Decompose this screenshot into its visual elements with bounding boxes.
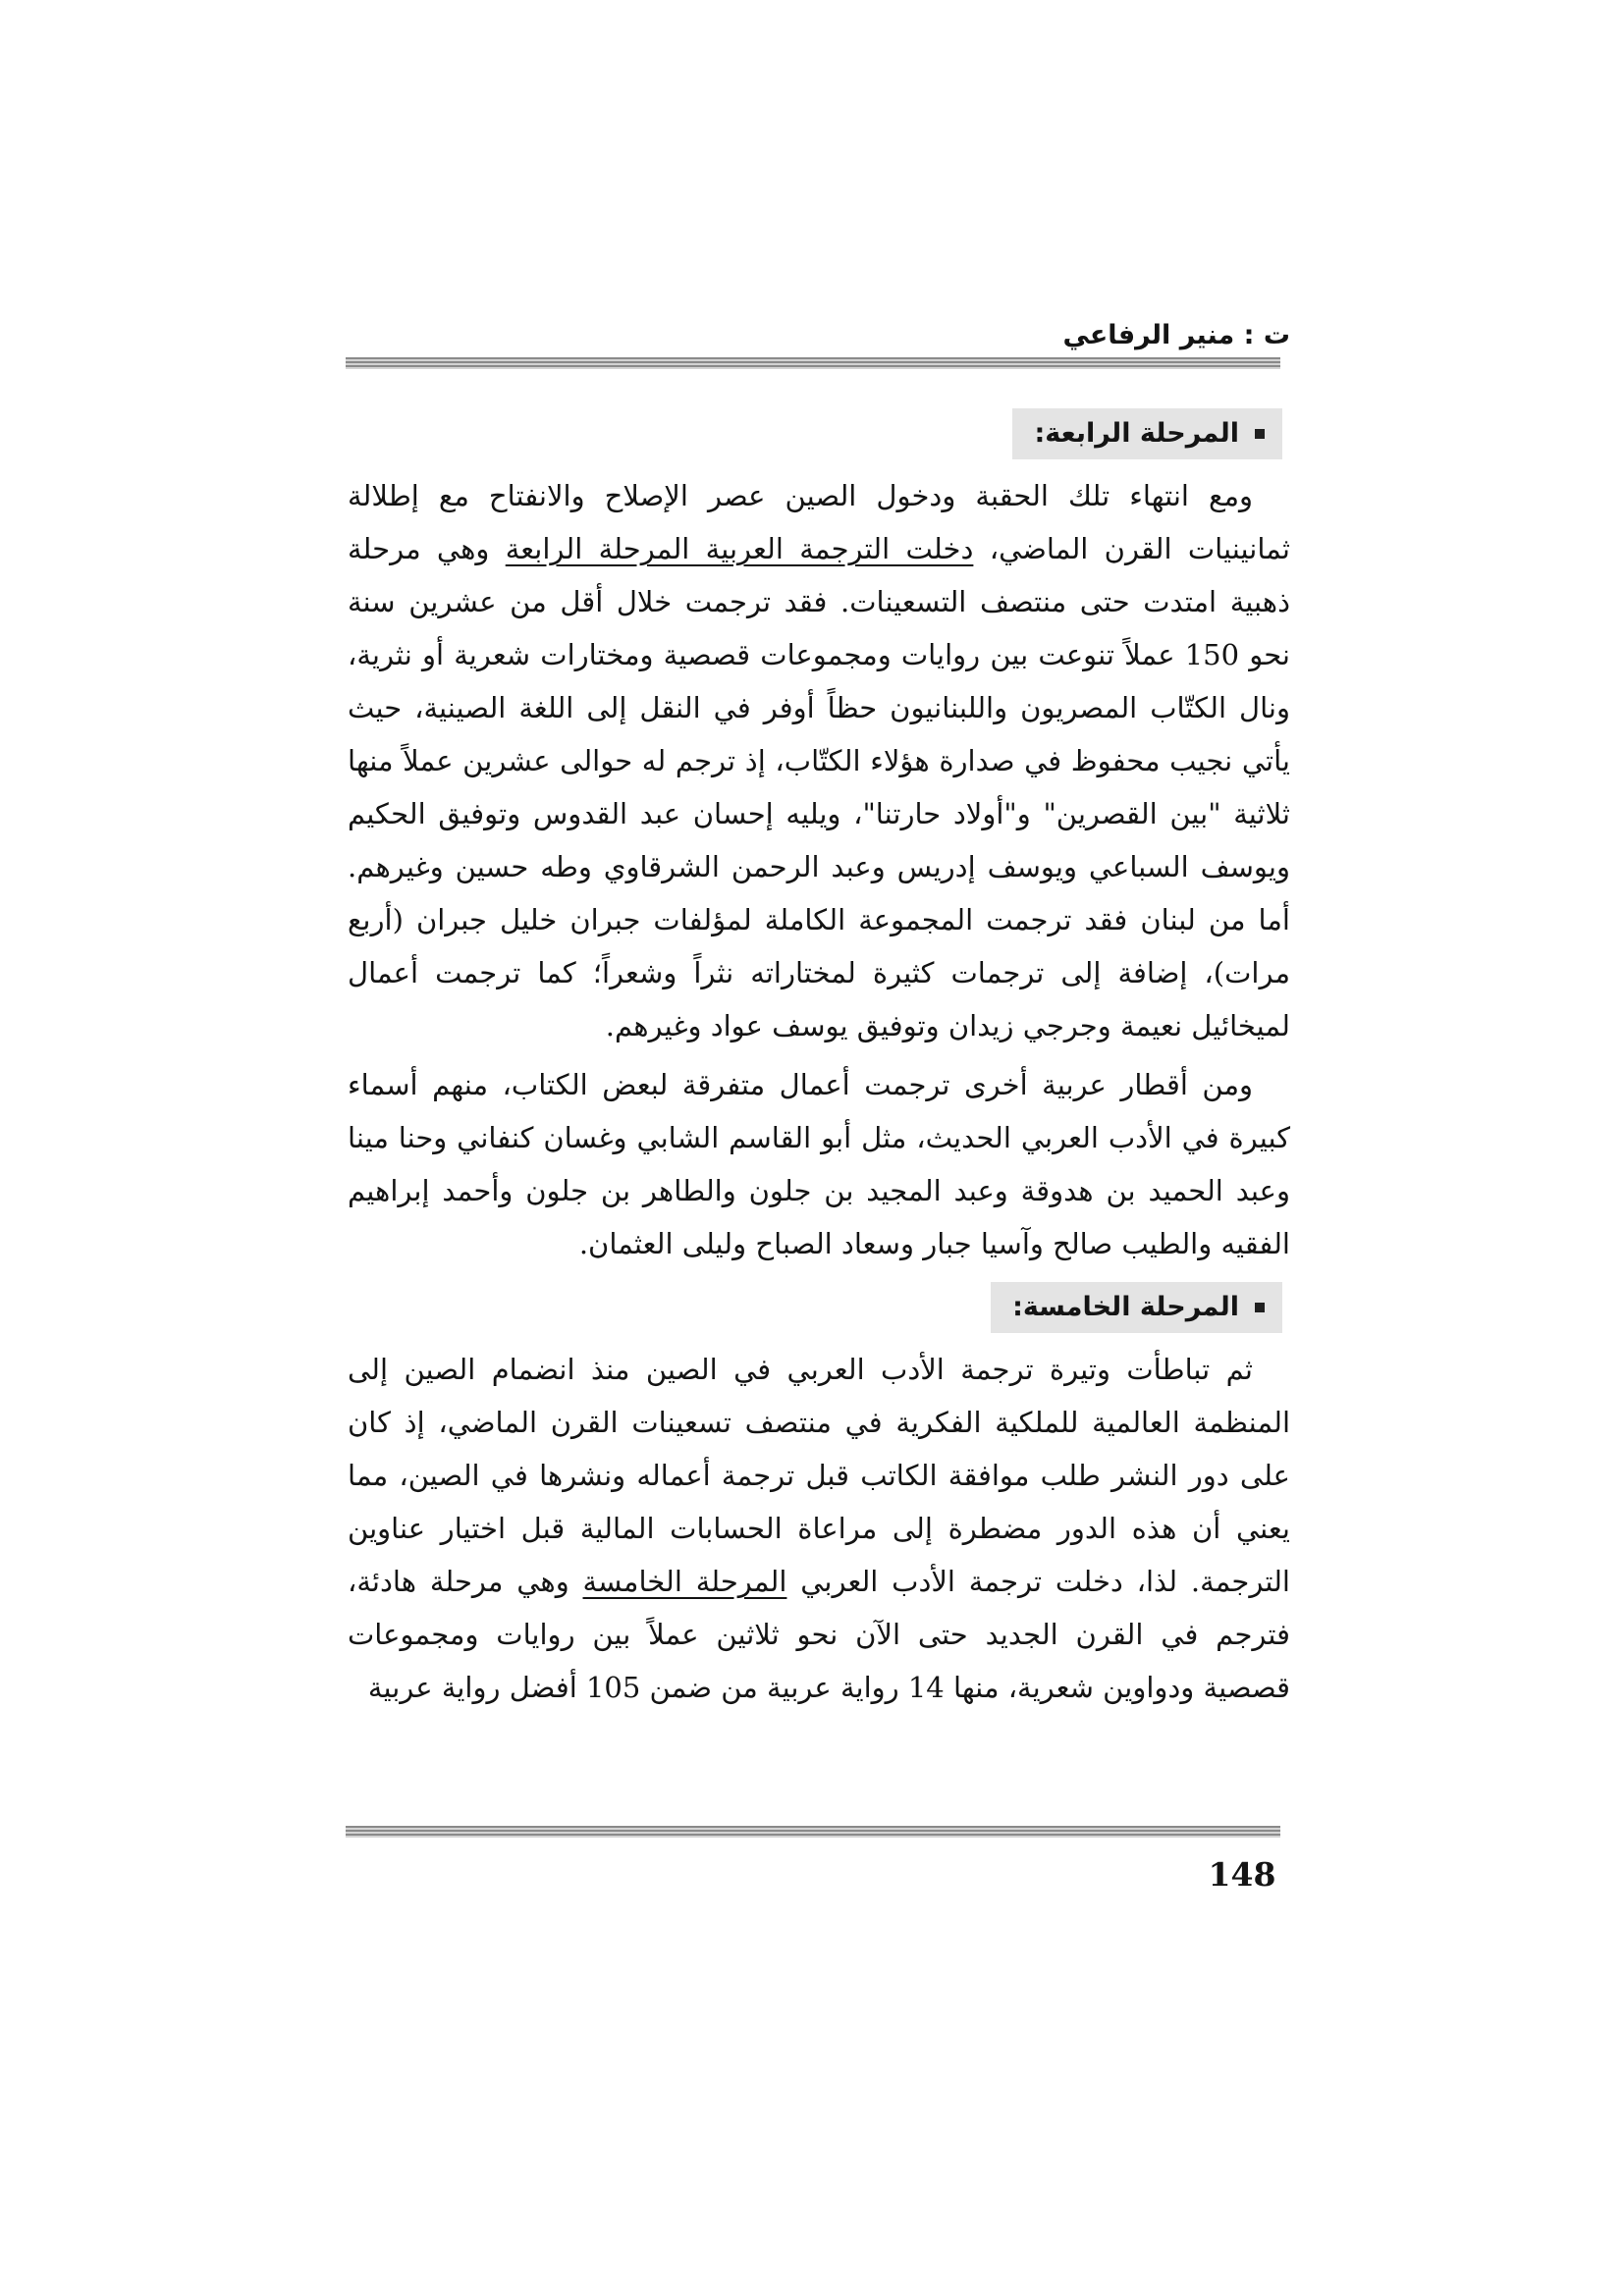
paragraph: ومن أقطار عربية أخرى ترجمت أعمال متفرقة لبعض الكتاب، منهم أسماء كبيرة في الأدب العربي الحديث، مثل أبو القاسم الشابي وغسان كنفاني وحنا مينا وعبد الحميد بن هدوقة وعبد المجيد بن جلون والطاهر بن جلون وأحمد إبراهيم الفقيه والطيب صالح وآسيا جبار وسعاد الصباح وليلى العثمان. [348, 1068, 1290, 1260]
section-heading-fourth [1012, 408, 1282, 459]
section-heading-label: المرحلة الرابعة: [1034, 418, 1239, 449]
underlined-phrase: المرحلة الخامسة [582, 1565, 787, 1598]
section-heading-fifth [991, 1282, 1282, 1333]
square-bullet-icon [1255, 429, 1265, 439]
square-bullet-icon [1255, 1303, 1265, 1312]
page-number: 148 [1208, 1855, 1276, 1894]
section-heading-label: المرحلة الخامسة: [1012, 1292, 1239, 1322]
paragraph [348, 1343, 1290, 1714]
paragraph [348, 469, 1290, 1052]
underlined-phrase: دخلت الترجمة العربية المرحلة الرابعة [505, 532, 974, 565]
text-run: ومع انتهاء تلك الحقبة ودخول الصين عصر الإصلاح والانفتاح مع إطلالة ثمانينيات القرن الماضي، [348, 479, 1291, 565]
text-run: ثم تباطأت وتيرة ترجمة الأدب العربي في الصين منذ انضمام الصين إلى المنظمة العالمية للملكية الفكرية في منتصف تسعينات القرن الماضي، إذ كان على دور النشر طلب موافقة الكاتب قبل ترجمة أعماله ونشرها في الصين، مما يعني أن هذه الدور مضطرة إلى مراعاة الحسابات المالية قبل اختيار عناوين الترجمة. لذا، دخلت ترجمة الأدب العربي [348, 1353, 1290, 1598]
running-header: ت : منير الرفاعي [1062, 320, 1290, 350]
text-run: وهي مرحلة ذهبية امتدت حتى منتصف التسعينات. فقد ترجمت خلال أقل من عشرين سنة نحو 150 عملاً تنوعت بين روايات ومجموعات قصصية ومختارات شعرية أو نثرية، ونال الكتّاب المصريون واللبنانيون حظاً أوفر في النقل إلى اللغة الصينية، حيث يأتي نجيب محفوظ في صدارة هؤلاء الكتّاب، إذ ترجم له حوالى عشرين عملاً منها ثلاثية "بين القصرين" و"أولاد حارتنا"، ويليه إحسان عبد القدوس وتوفيق الحكيم ويوسف السباعي ويوسف إدريس وعبد الرحمن الشرقاوي وطه حسين وغيرهم. أما من لبنان فقد ترجمت المجموعة الكاملة لمؤلفات جبران خليل جبران (أربع مرات)، إضافة إلى ترجمات كثيرة لمختاراته نثراً وشعراً؛ كما ترجمت أعمال لميخائيل نعيمة وجرجي زيدان وتوفيق يوسف عواد وغيرهم. [348, 532, 1290, 1042]
footer-rule [346, 1826, 1280, 1838]
body-text [348, 402, 1290, 1720]
header-rule [346, 357, 1280, 369]
text-run: وهي مرحلة هادئة، فترجم في القرن الجديد حتى الآن نحو ثلاثين عملاً بين روايات ومجموعات قصصية ودواوين شعرية، منها 14 رواية عربية من ضمن 105 أفضل رواية عربية [348, 1565, 1290, 1704]
